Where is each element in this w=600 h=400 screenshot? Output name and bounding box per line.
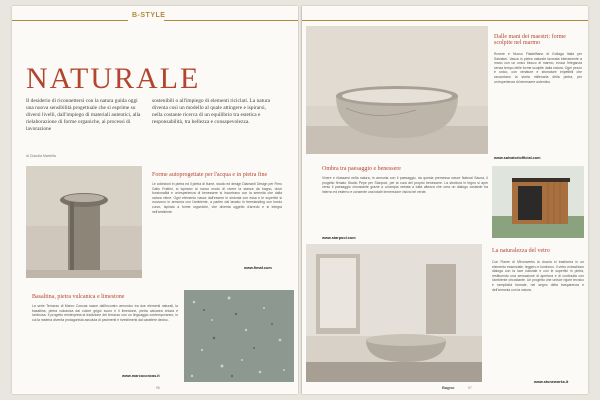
ombra-heading: Ombra tra paesaggio e benessere <box>322 166 401 172</box>
basaltina-heading: Basaltina, pietra vulcanica e limestone <box>32 294 125 300</box>
sauna-photo <box>492 166 584 238</box>
folio-right: 97 <box>468 386 472 390</box>
forme-heading: Forme autoprogettate per l'acqua e in pietra fine <box>152 172 268 178</box>
bathroom-interior-photo <box>306 244 482 382</box>
forme-body: Le collezioni in pietra ed il pietra di fiume, studio ed design Diamanti Design per Fimo Gallo Frattini, si ispirano al nuovo modo di vivere la stanza da bagno, dove funzionalità e un'esperienza di benessere si incontrano con la serenità che dalla natura viene. Ogni elemento nasce dall'essere in sintonia con essa e le superfici si muovono in armonia con l'ambiente, a partire dal lavabo in freestanding con bordo curvo, ispirato a forme organiche, che diventa oggetto d'arredo e si integra nell'ambiente. <box>152 182 282 214</box>
forme-link[interactable]: www.fimaf.com <box>244 266 272 270</box>
ombra-link[interactable]: www.starpool.com <box>322 236 356 240</box>
basaltina-body: La serie Terrazzo di Marco Concas nasce dall'incontro armonico tra due elementi naturali, la basaltina, pietra vulcanica dal colore grigio scuro e il limestone, pietra calcarea chiara e luminosa. Il progetto reinterpreta la tradizione del terrazzo con un linguaggio contemporaneo, in cui la materia diventa protagonista assoluta di pavimenti e rivestimenti dal carattere deciso. <box>32 304 178 322</box>
tag-rule-left <box>12 20 128 21</box>
tag-rule-right <box>164 20 298 21</box>
intro-col-2: sostenibili o all'impiego di elementi riciclati. La natura diventa così un modello al quale attingere e ispirarsi, nella costante ricerca di un equilibrio tra estetica e responsabilità, tra bellezza e consapevolezza. <box>152 98 271 125</box>
tag-rule-right-page <box>302 20 588 21</box>
folio-left: 96 <box>156 386 160 390</box>
left-page <box>12 6 298 394</box>
section-tag: B-STYLE <box>132 12 166 19</box>
intro-col-1: Il desiderio di riconnettersi con la natura guida oggi una nuova sensibilità progettuale che si esprime su diversi livelli, dall'impiego di materiali autentici, alla rielaborazione di forme organiche, ai processi di lavorazione <box>26 98 141 132</box>
rovere-link[interactable]: www.salvatoriofficial.com <box>494 156 541 160</box>
naturalezza-link[interactable]: www.stoneworks.it <box>534 380 569 384</box>
naturalezza-heading: La naturalezza del vetro <box>492 248 550 254</box>
rovere-heading: Dalle mani dei maestri: forme scolpite nel marmo <box>494 34 566 46</box>
right-page <box>302 6 588 394</box>
rovere-body: Rovere e Nuovo Filadelfiano di Gollaga Italia per Salvatori. Vasca in pietra naturale lavorata interamente a mano con un unico blocco di marmo, evoca l'eleganza senza tempo delle forme scolpite dalla natura. Ogni pezzo è unico, con venature e sfumature irripetibili che raccontano la storia millenaria della pietra, per un'esperienza di benessere autentico. <box>494 52 582 84</box>
basaltina-link[interactable]: www.marcoconcas.it <box>122 374 160 378</box>
byline: di Claudia Martella <box>26 154 56 158</box>
washbasin-photo <box>26 166 142 278</box>
brand-logo: Bagno <box>442 385 455 390</box>
terrazzo-photo <box>184 290 294 382</box>
ombra-body: Vivere e rilassarsi nella natura, in armonia con il paesaggio, da questa premessa nasce Natural Sauna, il progetto firmato Studio Pepe per Starpool, per la cura del proprio benessere. La struttura in legno si apre verso il paesaggio circostante grazie a un'ampia vetrata a tutta altezza che crea un dialogo costante tra interno ed esterno e consente una totale immersione visiva nel verde. <box>322 176 488 194</box>
page-title: NATURALE <box>26 62 201 95</box>
bathtub-photo <box>306 26 488 154</box>
naturalezza-body: Con Flame di Mirrorwerks la doccia si trasforma in un elemento essenziale, leggero e luminoso. Il vetro extrachiaro dialoga con la luce naturale e con le superfici in pietra, restituendo una sensazione di apertura e di continuità con l'ambiente circostante. Un progetto che unisce rigore tecnico e semplicità formale, nel segno della trasparenza e dell'armonia con la natura. <box>492 260 584 292</box>
